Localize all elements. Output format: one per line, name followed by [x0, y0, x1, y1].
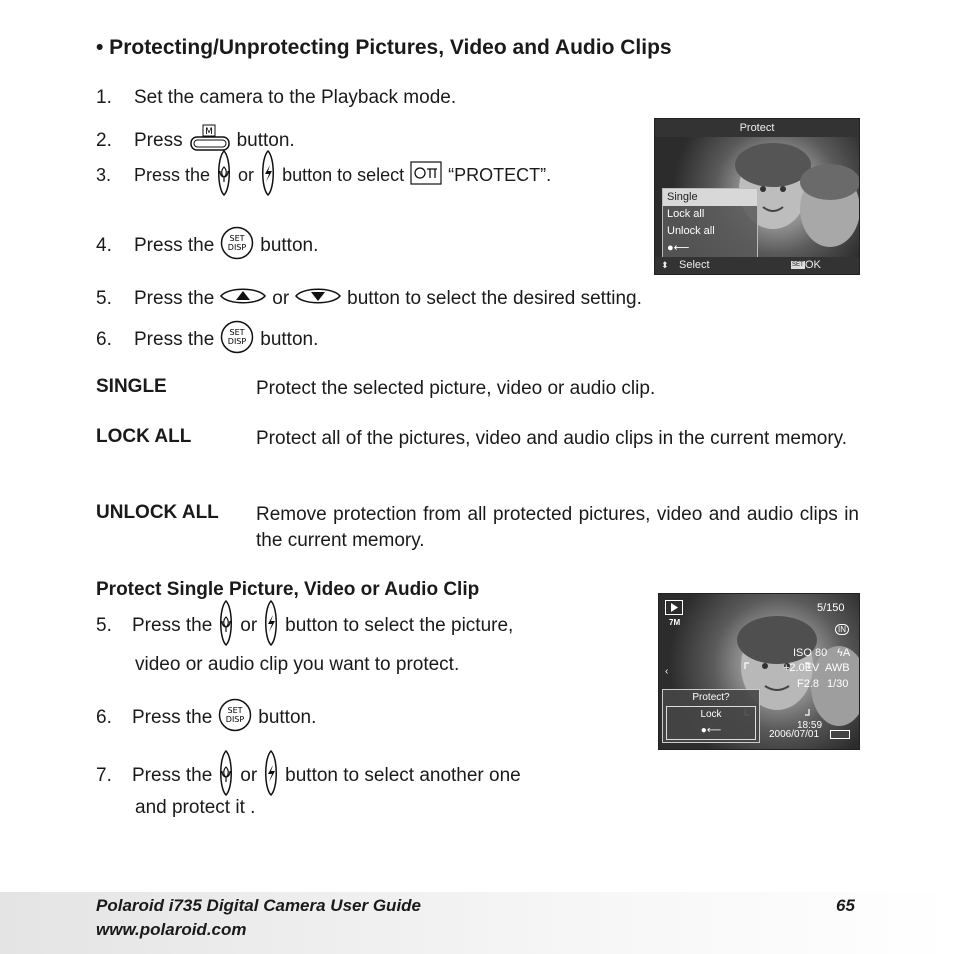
- menu-option-back[interactable]: ●⟵: [667, 242, 690, 254]
- image-size-label: 7M: [669, 618, 681, 627]
- step-4: 4. Press the SET DISP button.: [96, 226, 318, 266]
- time-readout: 18:59: [797, 720, 823, 731]
- aperture-readout: F2.8: [797, 678, 820, 690]
- macro-button-icon: [216, 600, 236, 652]
- protect-prompt: Protect?: [692, 692, 730, 703]
- footer-url[interactable]: www.polaroid.com: [96, 920, 247, 939]
- footer-title: Polaroid i735 Digital Camera User Guide: [96, 896, 422, 915]
- image-counter: 5/150: [817, 602, 845, 614]
- up-down-icon: ⬍: [661, 260, 669, 270]
- flash-button-icon: [258, 150, 278, 201]
- term-unlock-all: UNLOCK ALL: [96, 502, 219, 523]
- svg-text:SET: SET: [227, 706, 243, 715]
- svg-text:SET: SET: [229, 234, 245, 243]
- white-balance-readout: AWB: [825, 662, 850, 674]
- step-b-7-continued: and protect it .: [135, 797, 256, 818]
- step-b-7: 7. Press the or button to select another one: [96, 750, 521, 802]
- step-5: 5. Press the or button to select the desired setting.: [96, 285, 642, 313]
- macro-button-icon: [214, 150, 234, 201]
- term-lock-all: LOCK ALL: [96, 426, 192, 447]
- flash-button-icon: [261, 750, 281, 802]
- menu-option-unlock-all[interactable]: Unlock all: [667, 225, 715, 237]
- step-b-5: 5. Press the or button to select the picture,: [96, 600, 513, 652]
- playback-icon: [665, 600, 683, 615]
- svg-text:M: M: [204, 127, 213, 137]
- option-lock[interactable]: Lock: [700, 709, 722, 720]
- protect-icon: [410, 161, 442, 190]
- option-back[interactable]: ●⟵: [700, 725, 722, 736]
- step-b-5-continued: video or audio clip you want to protect.: [135, 654, 460, 675]
- set-disp-button-icon: [218, 698, 252, 738]
- left-arrow-icon: ‹: [665, 666, 669, 677]
- exposure-readout: +2.0EV: [783, 662, 820, 674]
- page-number: 65: [836, 896, 855, 915]
- menu-option-lock-all[interactable]: Lock all: [667, 208, 705, 220]
- screen-header: Protect: [655, 119, 859, 137]
- svg-text:DISP: DISP: [226, 715, 245, 724]
- step-2: 2. Press M button.: [96, 124, 295, 158]
- flash-mode-readout: ϟA: [837, 647, 851, 659]
- section-subheading: Protect Single Picture, Video or Audio Clip: [96, 579, 480, 600]
- screen-footer: ⬍ Select SET OK: [655, 257, 859, 274]
- macro-button-icon: [216, 750, 236, 802]
- set-disp-button-icon: [220, 226, 254, 266]
- svg-text:SET: SET: [229, 328, 245, 337]
- step-3: 3. Press the or button to select “PROTECT”.: [96, 150, 551, 201]
- iso-readout: ISO 80: [793, 647, 828, 659]
- page-title: • Protecting/Unprotecting Pictures, Video and Audio Clips: [96, 36, 672, 59]
- down-button-icon: [295, 285, 341, 313]
- definition-single: Protect the selected picture, video or audio clip.: [256, 378, 656, 399]
- definition-unlock-all: Remove protection from all protected pictures, video and audio clips in the current memory.: [256, 504, 859, 551]
- shutter-readout: 1/30: [827, 678, 849, 690]
- term-single: SINGLE: [96, 376, 167, 397]
- flash-button-icon: [261, 600, 281, 652]
- set-disp-button-icon: [220, 320, 254, 360]
- step-1: 1. Set the camera to the Playback mode.: [96, 87, 457, 108]
- step-b-6: 6. Press the SET DISP button.: [96, 698, 316, 738]
- internal-memory-icon: IN: [835, 624, 849, 635]
- svg-text:DISP: DISP: [228, 337, 247, 346]
- protect-options-menu: [662, 188, 758, 258]
- set-tag-icon: SET: [792, 262, 804, 268]
- menu-option-single[interactable]: Single: [663, 189, 757, 206]
- protect-menu-screenshot: [654, 118, 860, 275]
- up-button-icon: [220, 285, 266, 313]
- svg-text:DISP: DISP: [228, 243, 247, 252]
- date-readout: 2006/07/01: [769, 729, 820, 740]
- battery-icon: [830, 730, 850, 739]
- protect-dialog: [662, 689, 760, 743]
- definition-lock-all: Protect all of the pictures, video and audio clips in the current memory.: [256, 428, 848, 449]
- protect-prompt-screenshot: [658, 593, 860, 750]
- step-6: 6. Press the SET DISP button.: [96, 320, 318, 360]
